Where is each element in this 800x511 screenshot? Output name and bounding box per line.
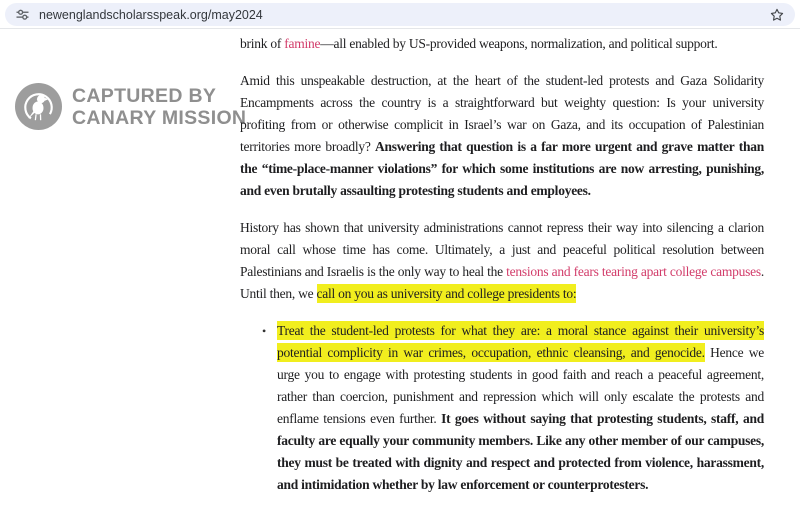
paragraph-history — [240, 217, 764, 305]
watermark-line-1: CAPTURED BY — [72, 84, 217, 107]
demands-list — [240, 320, 764, 496]
list-item-treat-protests — [277, 320, 764, 496]
site-settings-tune-icon[interactable] — [15, 7, 30, 22]
text-run: brink of — [240, 36, 285, 51]
text-run: . Until then, we — [240, 264, 764, 301]
bold-text-run: It goes without saying that protesting students, staff, and faculty are equally your community members. Like any other member of our campuses, they must be treated with dignity and respect and protected from violence, harassment, and intimidation whether by law enforcement or counterprotesters. — [277, 411, 764, 492]
address-bar[interactable] — [5, 3, 795, 26]
highlighted-text-run: Treat the student-led protests for what they are: a moral stance against their university’s potential complicity in war crimes, occupation, ethnic cleansing, and genocide. — [277, 323, 764, 360]
url-text[interactable]: newenglandscholarsspeak.org/may2024 — [39, 7, 263, 22]
text-run: History has shown that university administrations cannot repress their way into silencing a clarion moral call whose time has come. Ultimately, a just and peaceful political resolution between Palestinians and Israelis is the only way to heal the — [240, 220, 764, 279]
canary-bird-icon — [15, 83, 62, 130]
browser-toolbar — [0, 0, 800, 29]
famine-link[interactable]: famine — [284, 36, 321, 51]
text-run: —all enabled by US-provided weapons, normalization, and political support. — [320, 36, 718, 51]
canary-mission-watermark — [15, 83, 246, 130]
bold-text-run: Answering that question is a far more urgent and grave matter than the “time-place-manner violations” for which some institutions are now arresting, punishing, and even brutally assaulting protesting students and employees. — [240, 139, 764, 198]
watermark-line-2: CANARY MISSION — [72, 106, 247, 129]
paragraph-amid-destruction — [240, 70, 764, 202]
article-content — [240, 33, 764, 511]
text-run: Hence we urge you to engage with protesting students in good faith and reach a peaceful agreement, rather than coercion, punishment and repression which will only escalate the protests and enflame tensions even further. — [277, 345, 765, 426]
tensions-fears-link[interactable]: tensions and fears tearing apart college campuses — [506, 264, 761, 279]
paragraph-famine — [240, 33, 764, 55]
highlighted-text-run: call on you as university and college presidents to: — [316, 286, 577, 301]
bookmark-star-icon[interactable] — [769, 7, 785, 23]
watermark-text — [72, 85, 246, 129]
text-run: Amid this unspeakable destruction, at the heart of the student-led protests and Gaza Solidarity Encampments across the country is a straightforward but weighty question: Is your university profiting from or otherwise complicit in Israel’s war on Gaza, and its occupation of Palestinian territories more broadly? — [240, 73, 764, 154]
